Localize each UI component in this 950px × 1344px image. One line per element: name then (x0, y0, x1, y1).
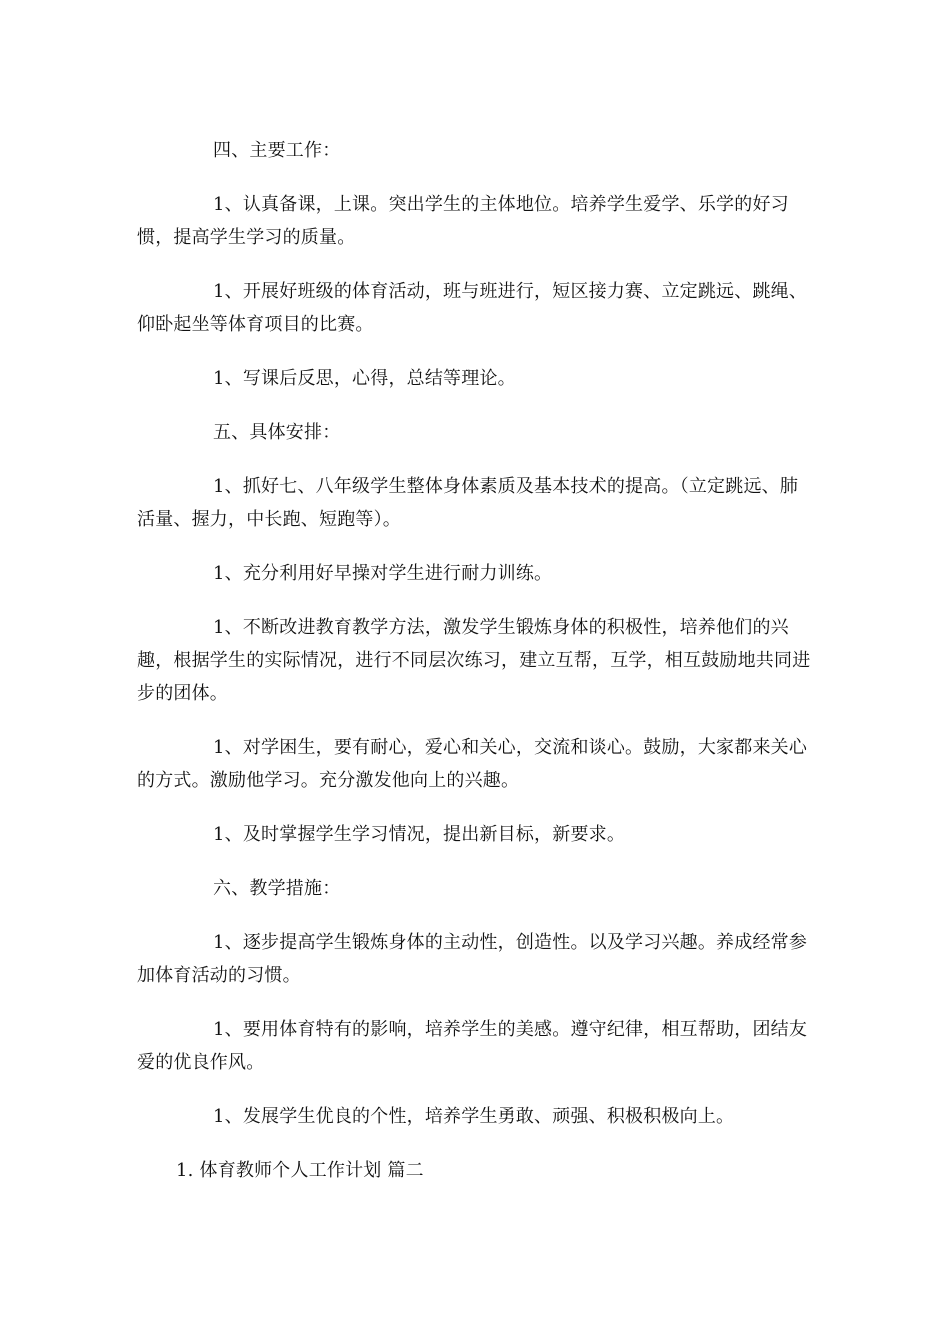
paragraph: 1、写课后反思，心得，总结等理论。 (213, 368, 516, 389)
paragraph: 1、对学困生，要有耐心，爱心和关心，交流和谈心。鼓励，大家都来关心的方式。激励他学习。充分激发他向上的兴趣。 (137, 737, 808, 791)
document-body (137, 134, 813, 1187)
heading-specific-arrangement: 五、具体安排： (213, 422, 341, 443)
paragraph: 1、开展好班级的体育活动，班与班进行，短区接力赛、立定跳远、跳绳、仰卧起坐等体育项目的比赛。 (137, 281, 808, 335)
heading-teaching-measures: 六、教学措施： (213, 878, 341, 899)
paragraph: 1、抓好七、八年级学生整体身体素质及基本技术的提高。（立定跳远、肺活量、握力，中长跑、短跑等）。 (137, 476, 799, 530)
paragraph: 1、认真备课，上课。突出学生的主体地位。培养学生爱学、乐学的好习惯，提高学生学习的质量。 (137, 194, 789, 248)
paragraph: 1、不断改进教育教学方法，激发学生锻炼身体的积极性，培养他们的兴趣，根据学生的实际情况，进行不同层次练习，建立互帮，互学，相互鼓励地共同进步的团体。 (137, 617, 811, 704)
section-heading: 1. 体育教师个人工作计划 篇二 (176, 1160, 424, 1181)
heading-main-work: 四、主要工作： (213, 140, 341, 161)
paragraph: 1、及时掌握学生学习情况，提出新目标，新要求。 (213, 824, 626, 845)
paragraph: 1、要用体育特有的影响，培养学生的美感。遵守纪律，相互帮助，团结友爱的优良作风。 (137, 1019, 808, 1073)
paragraph: 1、逐步提高学生锻炼身体的主动性，创造性。以及学习兴趣。养成经常参加体育活动的习惯。 (137, 932, 808, 986)
paragraph: 1、发展学生优良的个性，培养学生勇敢、顽强、积极积极向上。 (213, 1106, 735, 1127)
paragraph: 1、充分利用好早操对学生进行耐力训练。 (213, 563, 553, 584)
